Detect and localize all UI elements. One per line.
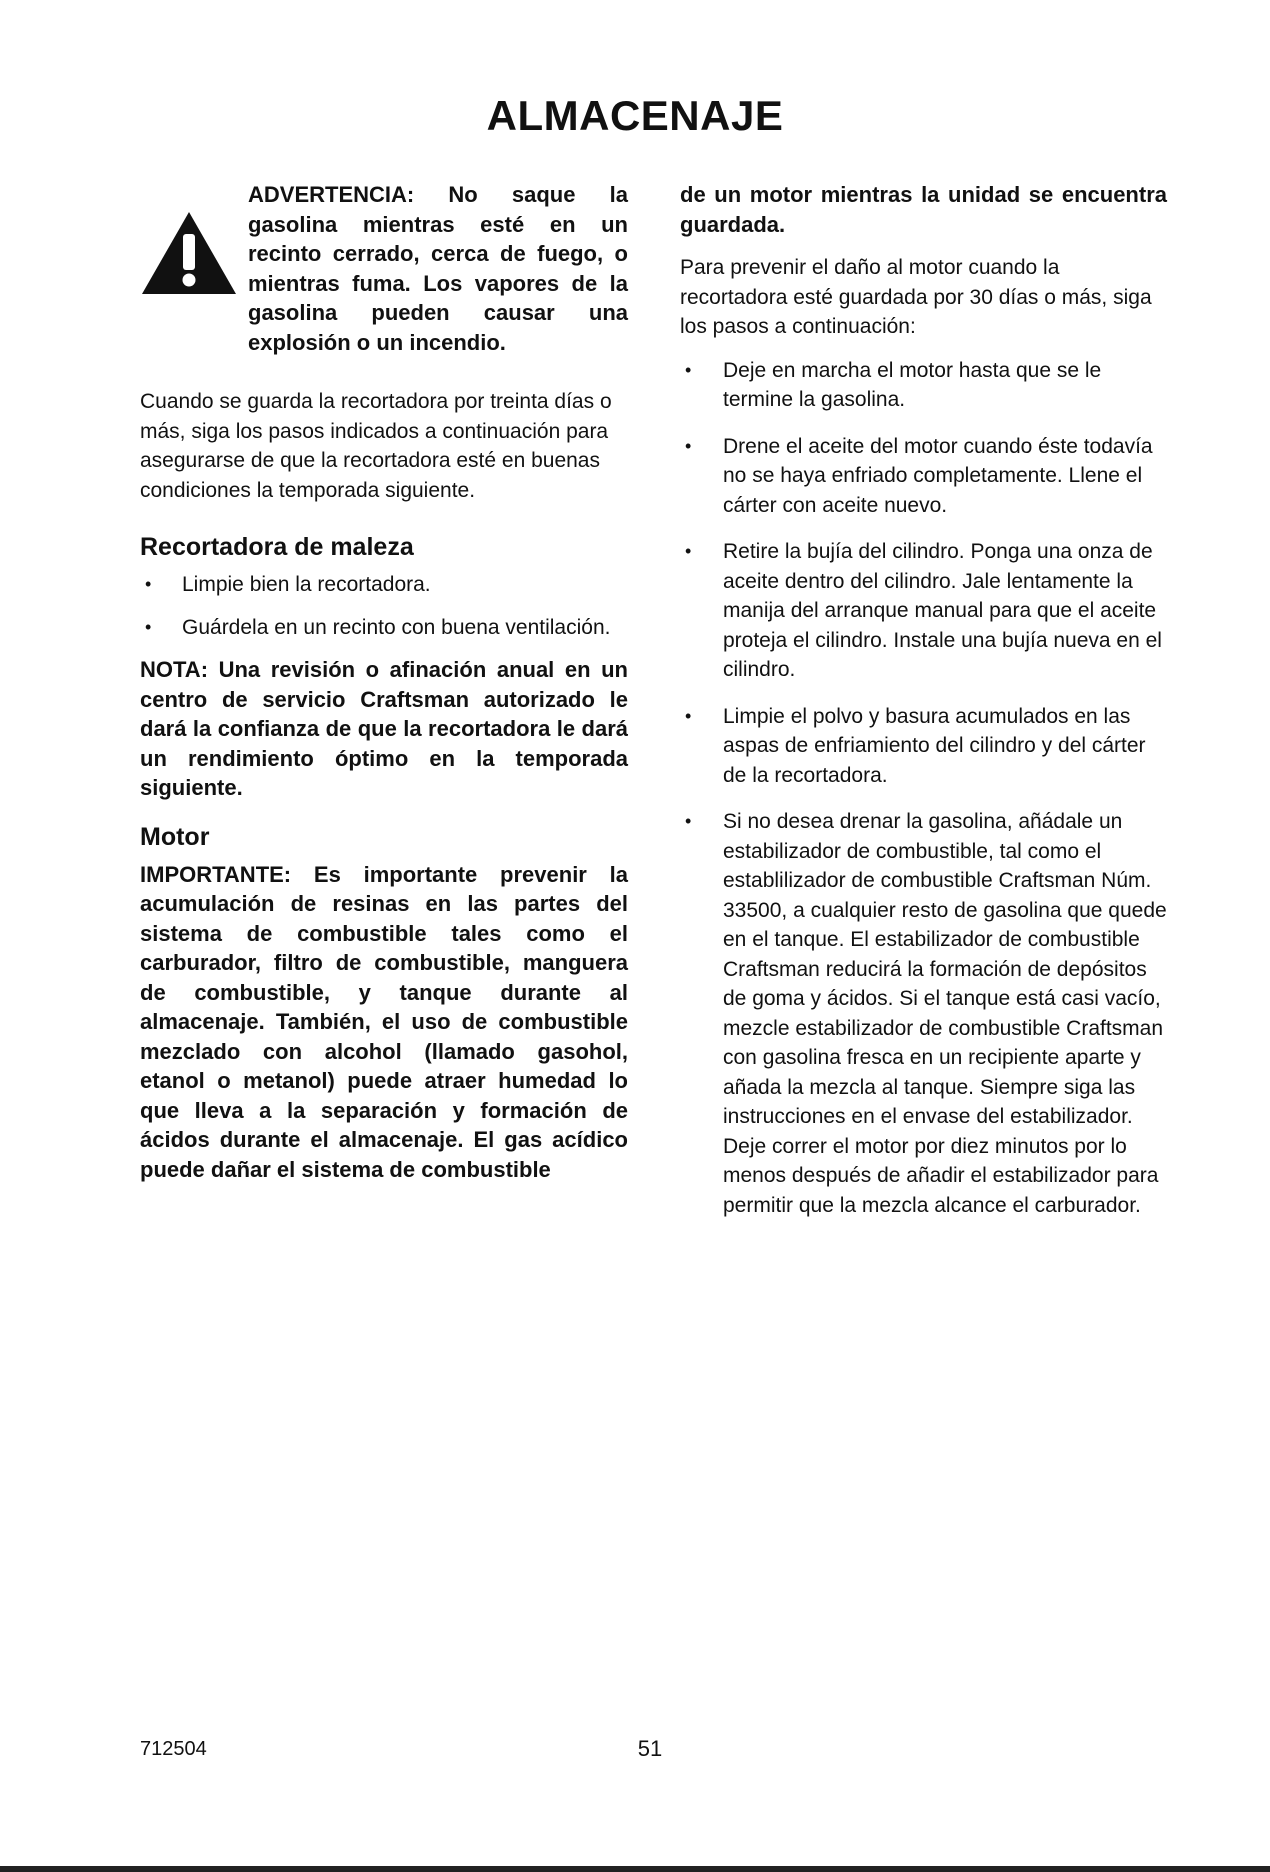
list-item-text: Drene el aceite del motor cuando éste todavía no se haya enfriado completamente. Llene el cárter con aceite nuevo. <box>723 434 1153 517</box>
intro-paragraph: Cuando se guarda la recortadora por treinta días o más, siga los pasos indicados a continuación para asegurarse de que la recortadora esté en buenas condiciones la temporada siguiente. <box>140 390 612 502</box>
list-item-text: Deje en marcha el motor hasta que se le termine la gasolina. <box>723 358 1102 411</box>
list-item <box>140 613 628 643</box>
list-item <box>680 807 1167 1220</box>
list-item <box>680 702 1167 791</box>
bullet-icon: • <box>685 541 692 561</box>
page-number: 51 <box>637 1736 663 1761</box>
list-item-text: Limpie el polvo y basura acumulados en las aspas de enfriamiento del cilindro y del cárter de la recortadora. <box>723 704 1146 787</box>
trimmer-bullet-list <box>140 570 628 642</box>
list-item-text: Limpie bien la recortadora. <box>182 573 431 596</box>
important-paragraph-continued: de un motor mientras la unidad se encuentra guardada. <box>680 182 1167 237</box>
motor-heading: Motor <box>140 822 210 851</box>
bottom-border <box>0 1866 1270 1872</box>
warning-block <box>140 180 628 357</box>
list-item-text: Si no desea drenar la gasolina, añádale un estabilizador de combustible, tal como el establilizador de combustible Craftsman Núm. 33500, a cualquier resto de gasolina que quede en el tanque. El estabilizador de combustible Craftsman reducirá la formación de depósitos de goma y ácidos. Si el tanque está casi vacío, mezcle estabilizador de combustible Craftsman con gasolina fresca en un recipiente aparte y añada la mezcla al tanque. Siempre siga las instrucciones en el envase del estabilizador. Deje correr el motor por diez minutos por lo menos después de añadir el estabilizador para permitir que la mezcla alcance el carburador. <box>723 810 1167 1217</box>
list-item-text: Retire la bujía del cilindro. Ponga una onza de aceite dentro del cilindro. Jale lentamente la manija del arranque manual para que el aceite proteja el cilindro. Instale una bujía nueva en el cilindro. <box>723 540 1162 681</box>
motor-bullet-list <box>680 356 1167 1221</box>
bullet-icon: • <box>685 705 692 726</box>
bullet-icon: • <box>685 811 692 831</box>
note-paragraph: NOTA: Una revisión o afinación anual en un centro de servicio Craftsman autorizado le dará la confianza de que la recortadora le dará un rendimiento óptimo en la temporada siguiente. <box>140 657 628 800</box>
warning-triangle-icon <box>140 210 238 296</box>
list-item <box>140 570 628 600</box>
page-title: ALMACENAJE <box>486 92 784 139</box>
bullet-icon: • <box>145 574 152 594</box>
bullet-icon: • <box>685 359 692 380</box>
list-item <box>680 356 1167 415</box>
bullet-icon: • <box>685 435 692 456</box>
important-paragraph: IMPORTANTE: Es importante prevenir la acumulación de resinas en las partes del sistema de combustible tales como el carburador, filtro de combustible, manguera de combustible, y tanque durante al almacenaje. También, el uso de combustible mezclado con alcohol (llamado gasohol, etanol o metanol) puede atraer humedad lo que lleva a la separación y formación de ácidos durante el almacenaje. El gas acídico puede dañar el sistema de combustible <box>140 861 628 1182</box>
bullet-icon: • <box>145 616 152 637</box>
list-item-text: Guárdela en un recinto con buena ventilación. <box>182 615 611 639</box>
trimmer-heading: Recortadora de maleza <box>140 533 414 561</box>
list-item <box>680 537 1167 685</box>
motor-paragraph: Para prevenir el daño al motor cuando la recortadora esté guardada por 30 días o más, siga los pasos a continuación: <box>680 256 1152 338</box>
left-column <box>140 180 628 1184</box>
right-column <box>680 180 1167 1237</box>
warning-text: ADVERTENCIA: No saque la gasolina mientras esté en un recinto cerrado, cerca de fuego, o mientras fuma. Los vapores de la gasolina pueden causar una explosión o un incendio. <box>248 182 628 355</box>
list-item <box>680 432 1167 521</box>
document-code: 712504 <box>140 1738 207 1760</box>
